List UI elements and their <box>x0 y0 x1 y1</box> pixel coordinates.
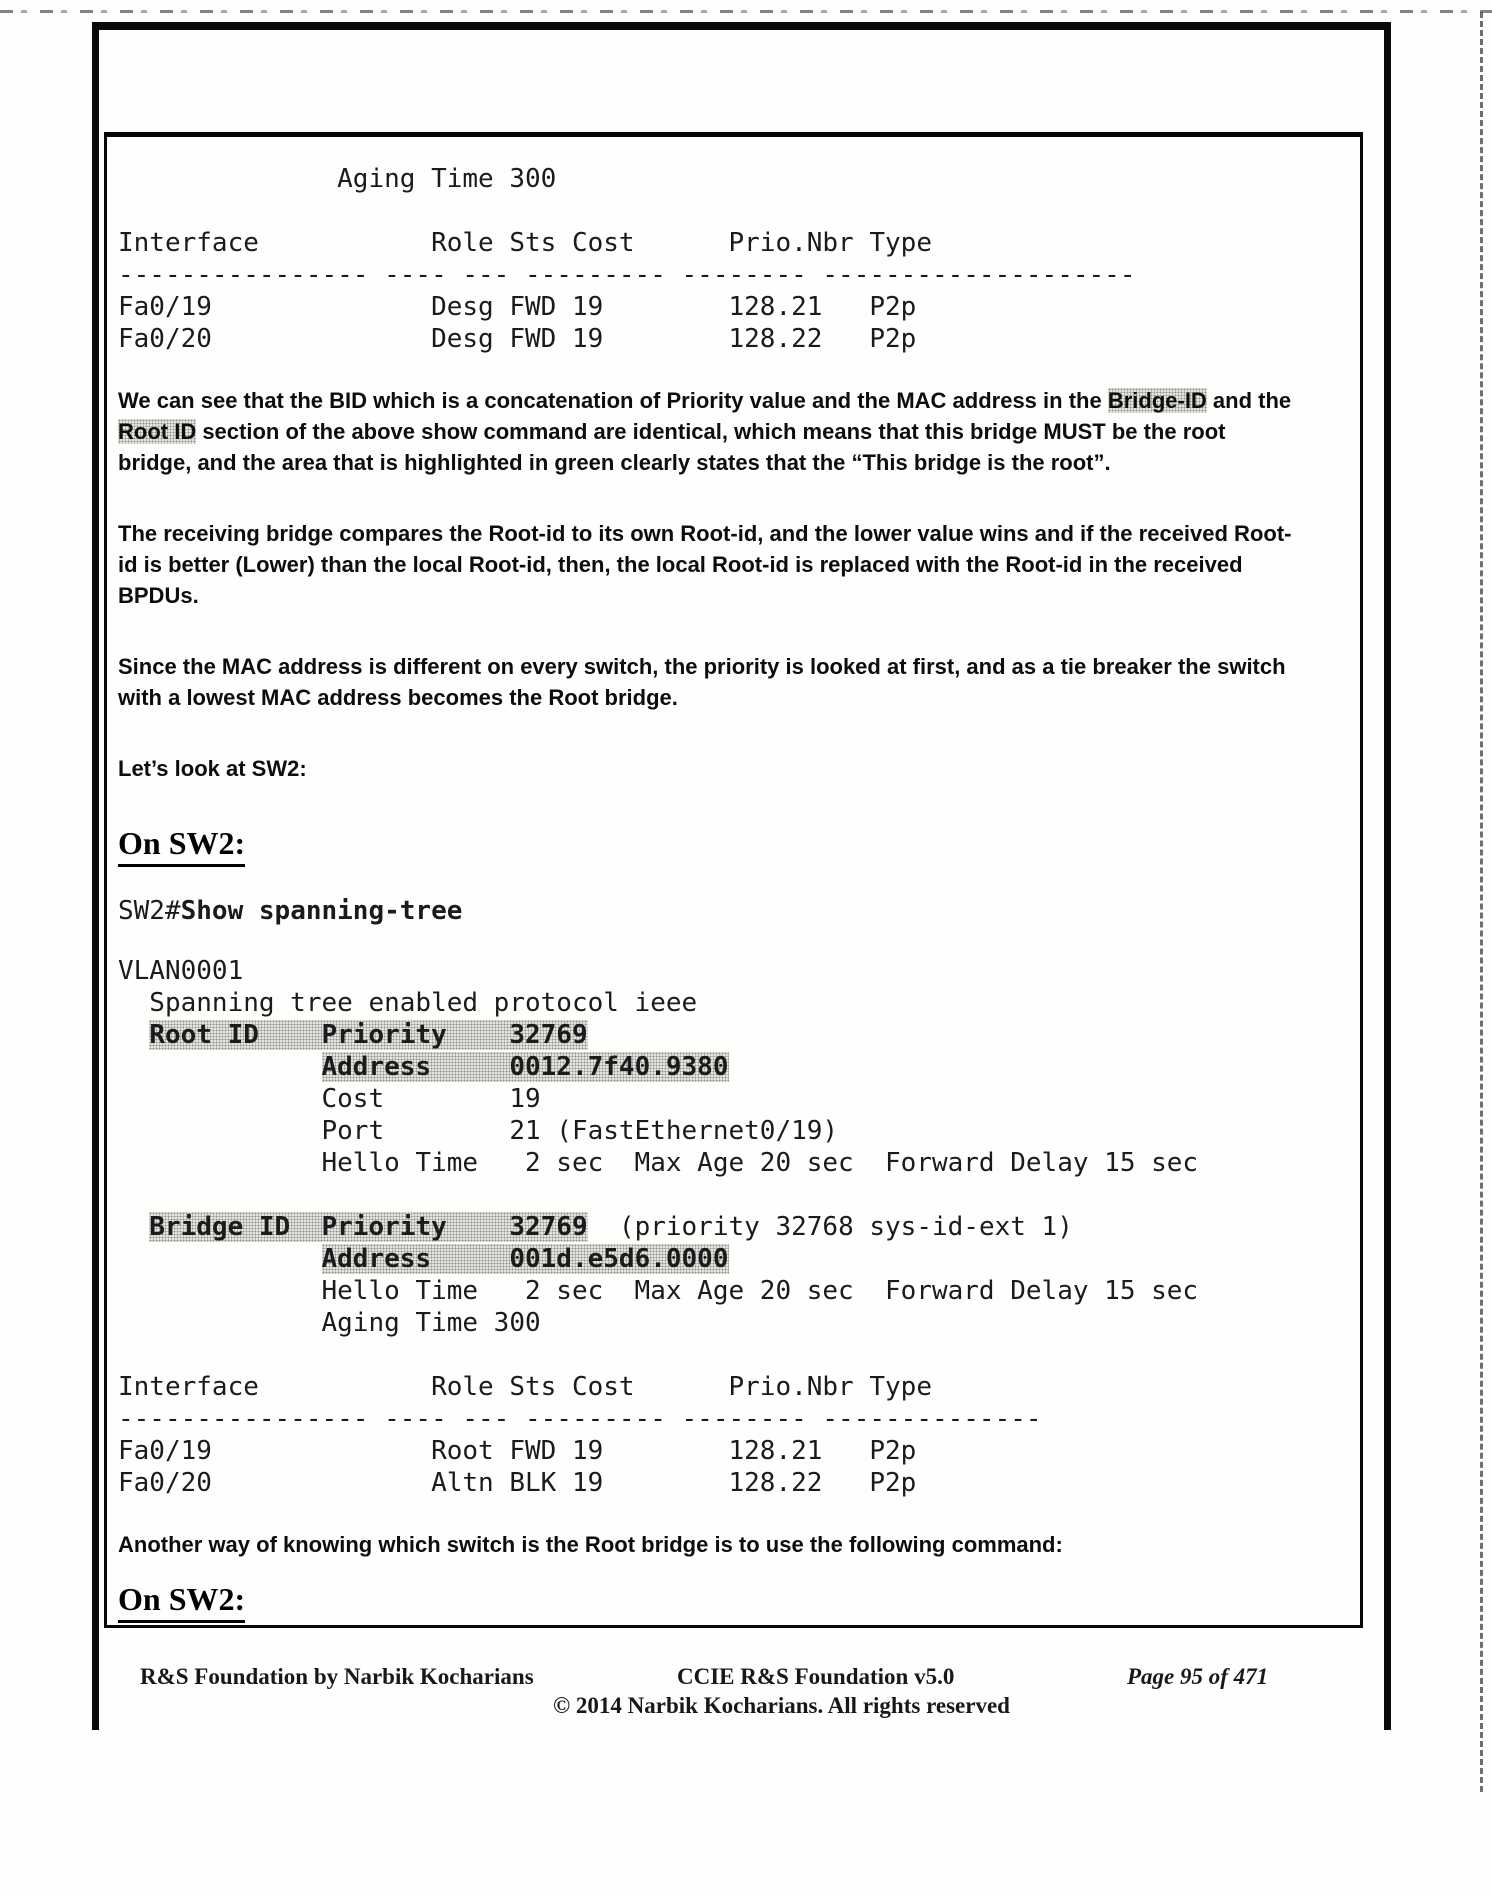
text-segment: Port 21 (FastEthernet0/19) <box>118 1116 839 1146</box>
text-segment <box>118 1052 322 1082</box>
text-segment: VLAN0001 <box>118 956 244 986</box>
text-segment: Interface Role Sts Cost Prio.Nbr Type <box>118 228 932 258</box>
heading-on-sw2-2-wrapper <box>118 1580 1303 1623</box>
outer-frame-left-border <box>92 22 99 1730</box>
console-output-show-spanning-tree <box>118 955 1303 1499</box>
scan-edge-right-dashed-line <box>1480 12 1483 1792</box>
paragraph-another-way: Another way of knowing which switch is the Root bridge is to use the following command: <box>118 1532 1063 1557</box>
scan-noise-top-line <box>0 10 1492 13</box>
highlighted-text: Address 001d.e5d6.0000 <box>321 1244 729 1274</box>
text-segment: Fa0/20 Altn BLK 19 128.22 P2p <box>118 1468 917 1498</box>
text-segment: section of the above show command are identical, which means that this bridge MUST be the root bridge, and the area that is highlighted in green clearly states that the “This bridge is the root”. <box>118 419 1226 475</box>
highlighted-text: Root ID Priority 32769 <box>149 1020 588 1050</box>
cli-prompt: SW2# <box>118 896 181 926</box>
text-segment: Aging Time 300 <box>118 1308 541 1338</box>
outer-frame-right-border <box>1384 22 1391 1730</box>
highlighted-text: Bridge-ID <box>1107 388 1207 413</box>
text-segment: Hello Time 2 sec Max Age 20 sec Forward Delay 15 sec <box>118 1276 1199 1306</box>
heading-on-sw2: On SW2: <box>118 824 1303 867</box>
highlighted-text: Root ID <box>118 419 197 444</box>
outer-frame-top-border <box>92 22 1391 30</box>
text-segment: Cost 19 <box>118 1084 541 1114</box>
highlighted-text: Address 0012.7f40.9380 <box>321 1052 729 1082</box>
text-segment: Aging Time 300 <box>118 164 557 194</box>
text-segment: Spanning tree enabled protocol ieee <box>118 988 698 1018</box>
text-segment <box>118 1244 322 1274</box>
text-segment: Fa0/19 Root FWD 19 128.21 P2p <box>118 1436 917 1466</box>
paragraph-lets-look-at-sw2: Let’s look at SW2: <box>118 756 307 781</box>
footer-course-version: CCIE R&S Foundation v5.0 <box>677 1664 955 1689</box>
console-output-top-interface-table <box>118 163 1303 355</box>
text-segment: ---------------- ---- --- --------- -------- -------------- <box>118 1404 1042 1434</box>
paragraph-mac-tiebreaker: Since the MAC address is different on every switch, the priority is looked at first, and as a tie breaker the switch with a lowest MAC address becomes the Root bridge. <box>118 654 1286 710</box>
text-segment <box>118 1020 149 1050</box>
footer-page-number: Page 95 of 471 <box>1127 1664 1269 1689</box>
text-segment: Fa0/19 Desg FWD 19 128.21 P2p <box>118 292 917 322</box>
text-segment: (priority 32768 sys-id-ext 1) <box>587 1212 1073 1242</box>
text-segment: Fa0/20 Desg FWD 19 128.22 P2p <box>118 324 917 354</box>
heading-on-sw2-2: On SW2: <box>118 1580 1303 1623</box>
cli-command-text: Show spanning-tree <box>180 896 463 926</box>
text-segment <box>118 1212 149 1242</box>
paragraph-receiving-bridge: The receiving bridge compares the Root-id to its own Root-id, and the lower value wins and if the received Root-id is better (Lower) than the local Root-id, then, the local Root-id is replaced with the Root-id in the received BPDUs. <box>118 521 1292 608</box>
text-segment: ---------------- ---- --- --------- -------- -------------------- <box>118 260 1136 290</box>
text-segment: Interface Role Sts Cost Prio.Nbr Type <box>118 1372 932 1402</box>
footer-book-title: R&S Foundation by Narbik Kocharians <box>140 1664 534 1689</box>
text-segment: Hello Time 2 sec Max Age 20 sec Forward Delay 15 sec <box>118 1148 1199 1178</box>
highlighted-text: Bridge ID Priority 32769 <box>149 1212 588 1242</box>
text-segment: and the <box>1206 388 1292 413</box>
text-segment: We can see that the BID which is a concatenation of Priority value and the MAC address in the <box>118 388 1108 413</box>
heading-on-sw2-wrapper <box>118 824 1303 867</box>
content-box <box>104 132 1363 1628</box>
cli-command-line <box>118 895 1303 927</box>
footer-copyright: © 2014 Narbik Kocharians. All rights reserved <box>553 1693 1010 1718</box>
paragraph-bid-concatenation <box>118 385 1303 478</box>
